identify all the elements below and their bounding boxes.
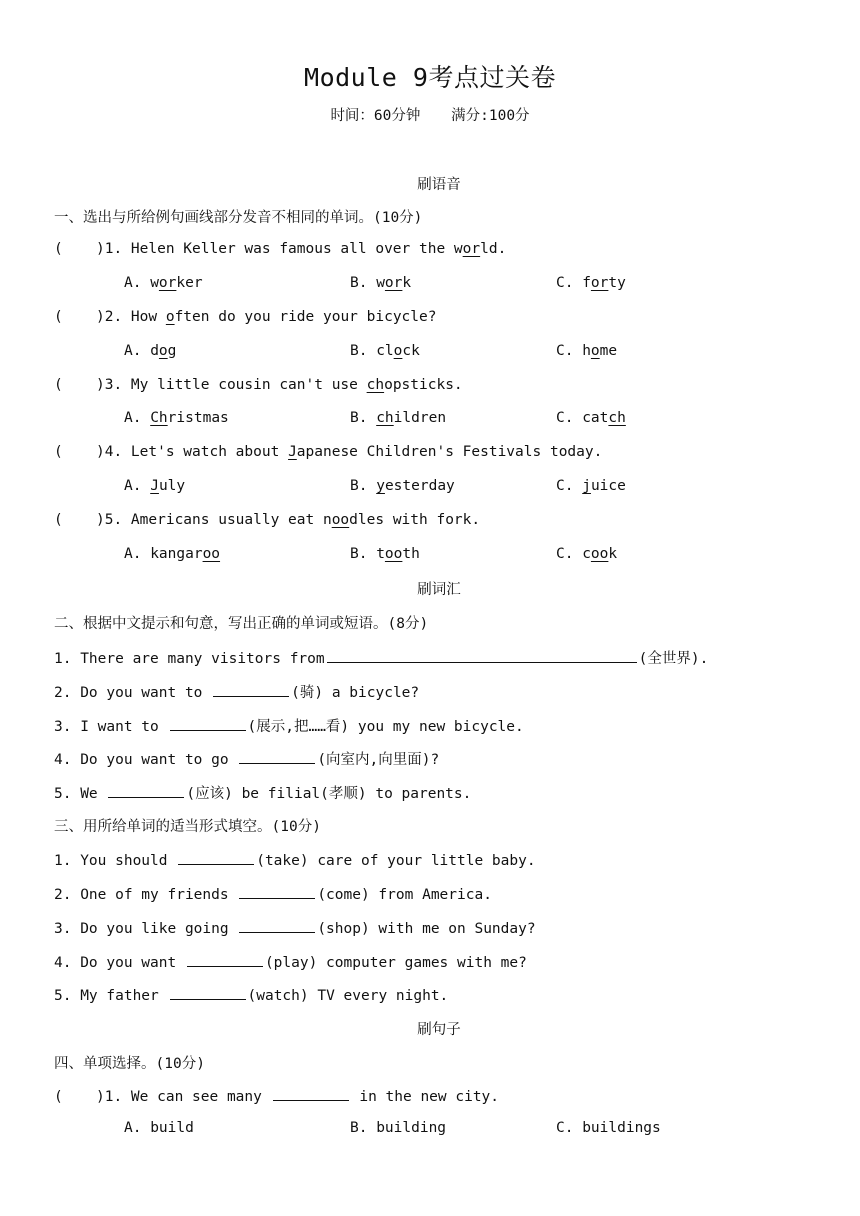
vocab-item-4: 4. Do you want to go (向室内,向里面)? (54, 748, 439, 769)
option-b: B. yesterday (350, 478, 455, 494)
section-heading-sentences: 刷句子 (417, 1022, 461, 1038)
answer-blank[interactable] (178, 850, 254, 865)
answer-blank[interactable] (273, 1086, 349, 1101)
answer-blank[interactable] (327, 648, 637, 663)
forms-item-3: 3. Do you like going (shop) with me on Sunday? (54, 918, 536, 937)
forms-item-5: 5. My father (watch) TV every night. (54, 985, 448, 1004)
option-a: A. July (124, 478, 186, 494)
choice-question-1: ( )1. We can see many in the new city. (54, 1086, 499, 1105)
section-instruction-2: 二、根据中文提示和句意，写出正确的单词或短语。(8分) (54, 616, 429, 632)
time-limit: 时间：60分钟 (330, 108, 421, 124)
phonics-question-4: ( )4. Let's watch about Japanese Children's Festivals today. (54, 444, 603, 460)
vocab-item-3: 3. I want to (展示,把……看) you my new bicycle. (54, 715, 524, 736)
answer-paren[interactable]: ( (54, 309, 63, 325)
option-a: A. Christmas (124, 410, 229, 426)
option-c: C. cook (556, 546, 618, 562)
answer-blank[interactable] (239, 749, 315, 764)
vocab-item-2: 2. Do you want to (骑) a bicycle? (54, 681, 419, 702)
exam-info (0, 104, 860, 125)
option-c: C. juice (556, 478, 626, 494)
forms-item-4: 4. Do you want (play) computer games with me? (54, 952, 527, 971)
answer-blank[interactable] (170, 716, 246, 731)
forms-item-2: 2. One of my friends (come) from America. (54, 884, 492, 903)
option-b: B. building (350, 1120, 447, 1136)
vocab-item-5: 5. We (应该) be filial(孝顺) to parents. (54, 782, 471, 803)
option-c: C. forty (556, 275, 626, 291)
answer-blank[interactable] (187, 952, 263, 967)
answer-blank[interactable] (239, 918, 315, 933)
option-a: A. kangaroo (124, 546, 221, 562)
option-b: B. children (350, 410, 447, 426)
answer-paren[interactable]: ( (54, 1089, 63, 1105)
phonics-question-5: ( )5. Americans usually eat noodles with fork. (54, 512, 481, 528)
option-c: C. home (556, 343, 618, 359)
answer-paren[interactable]: ( (54, 241, 63, 257)
answer-blank[interactable] (108, 783, 184, 798)
vocab-item-1: 1. There are many visitors from (全世界). (54, 647, 708, 668)
phonics-question-3: ( )3. My little cousin can't use chopsticks. (54, 377, 463, 393)
full-score: 满分:100分 (451, 108, 530, 124)
answer-paren[interactable]: ( (54, 377, 63, 393)
section-heading-phonics: 刷语音 (417, 177, 461, 193)
page-title: Module 9考点过关卷 (304, 63, 556, 92)
option-b: B. work (350, 275, 412, 291)
section-instruction-4: 四、单项选择。(10分) (54, 1056, 205, 1072)
answer-blank[interactable] (239, 884, 315, 899)
option-a: A. build (124, 1120, 194, 1136)
option-a: A. worker (124, 275, 203, 291)
answer-blank[interactable] (170, 985, 246, 1000)
forms-item-1: 1. You should (take) care of your little baby. (54, 850, 536, 869)
answer-paren[interactable]: ( (54, 444, 63, 460)
answer-paren[interactable]: ( (54, 512, 63, 528)
option-a: A. dog (124, 343, 177, 359)
option-c: C. buildings (556, 1120, 661, 1136)
option-c: C. catch (556, 410, 626, 426)
option-b: B. tooth (350, 546, 420, 562)
answer-blank[interactable] (213, 682, 289, 697)
phonics-question-1: ( )1. Helen Keller was famous all over the world. (54, 241, 507, 257)
section-instruction-1: 一、选出与所给例句画线部分发音不相同的单词。(10分) (54, 210, 423, 226)
section-instruction-3: 三、用所给单词的适当形式填空。(10分) (54, 819, 321, 835)
phonics-question-2: ( )2. How often do you ride your bicycle? (54, 309, 437, 325)
option-b: B. clock (350, 343, 420, 359)
section-heading-vocab: 刷词汇 (417, 582, 461, 598)
